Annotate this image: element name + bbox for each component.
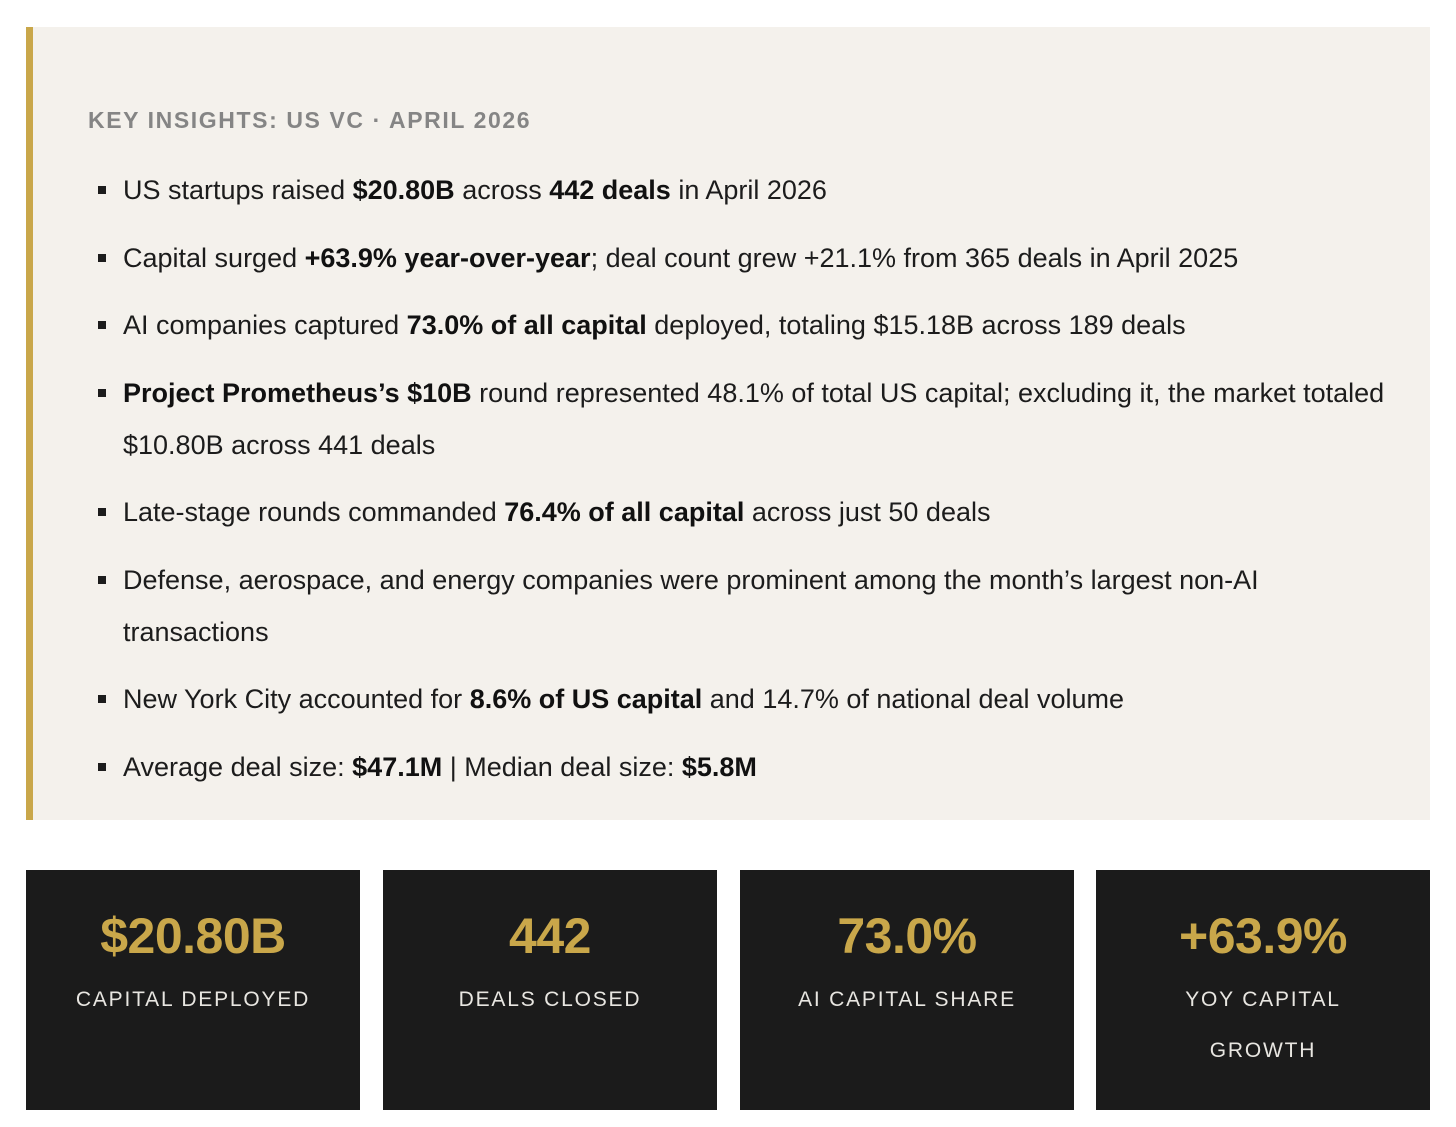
square-bullet-icon [98, 389, 106, 397]
stat-label: AI CAPITAL SHARE [798, 988, 1016, 1011]
square-bullet-icon [98, 763, 106, 771]
stat-label: DEALS CLOSED [458, 988, 642, 1011]
insight-item [95, 673, 1385, 725]
insight-item [95, 232, 1385, 284]
insight-item [95, 554, 1385, 658]
insight-text: round represented 48.1% of total US capital; excluding it, the market totaled $10.80B across 441 deals [123, 377, 1385, 460]
insight-highlight: 76.4% of all capital [504, 497, 745, 527]
insight-highlight: Project Prometheus’s $10B [123, 377, 472, 408]
stat-value: +63.9% [1179, 908, 1347, 964]
stat-value: 442 [509, 908, 591, 964]
insight-highlight: $20.80B [352, 175, 455, 205]
insight-text: New York City accounted for [123, 684, 470, 714]
insight-item [95, 486, 1385, 538]
stat-label: CAPITAL DEPLOYED [75, 988, 311, 1011]
square-bullet-icon [98, 186, 106, 194]
insight-text: AI companies captured [123, 310, 407, 340]
insight-item [95, 741, 1385, 793]
insight-text: Late-stage rounds commanded [123, 497, 505, 527]
square-bullet-icon [98, 254, 106, 262]
insights-title: KEY INSIGHTS: US VC · APRIL 2026 [88, 107, 532, 133]
insights-list [95, 164, 1385, 808]
key-insights-panel [26, 27, 1430, 820]
stat-card-deals-closed [383, 870, 717, 1110]
insight-highlight: $5.8M [681, 751, 757, 782]
insight-text: in April 2026 [670, 175, 827, 205]
insight-text: | Median deal size: [442, 751, 682, 782]
stats-row [26, 870, 1430, 1110]
insight-item [95, 367, 1385, 471]
insight-text: Average deal size: [123, 751, 353, 782]
insight-text: ; deal count grew +21.1% from 365 deals in April 2025 [590, 242, 1239, 273]
insight-text: US startups raised [123, 175, 353, 205]
insight-text: deployed, totaling $15.18B across 189 deals [646, 310, 1186, 340]
insight-text: across [454, 175, 550, 205]
insight-highlight: 442 deals [549, 175, 671, 205]
insight-text: across just 50 deals [744, 497, 991, 527]
stat-card-yoy-capital-growth [1096, 870, 1430, 1110]
insight-highlight: $47.1M [352, 751, 443, 782]
square-bullet-icon [98, 321, 106, 329]
square-bullet-icon [98, 695, 106, 703]
stat-value: $20.80B [100, 908, 286, 964]
insight-item [95, 164, 1385, 216]
insight-text: Defense, aerospace, and energy companies were prominent among the month’s largest non-AI transactions [123, 564, 1259, 647]
insight-item [95, 299, 1385, 351]
stat-label: YOY CAPITAL GROWTH [1185, 988, 1341, 1062]
insight-highlight: +63.9% year-over-year [304, 242, 591, 273]
insight-text: and 14.7% of national deal volume [702, 684, 1125, 714]
insight-text: Capital surged [123, 242, 305, 273]
stat-card-ai-capital-share [740, 870, 1074, 1110]
insight-highlight: 73.0% of all capital [406, 310, 647, 340]
square-bullet-icon [98, 576, 106, 584]
square-bullet-icon [98, 508, 106, 516]
stat-value: 73.0% [837, 908, 977, 964]
stat-card-capital-deployed [26, 870, 360, 1110]
insight-highlight: 8.6% of US capital [469, 684, 703, 714]
